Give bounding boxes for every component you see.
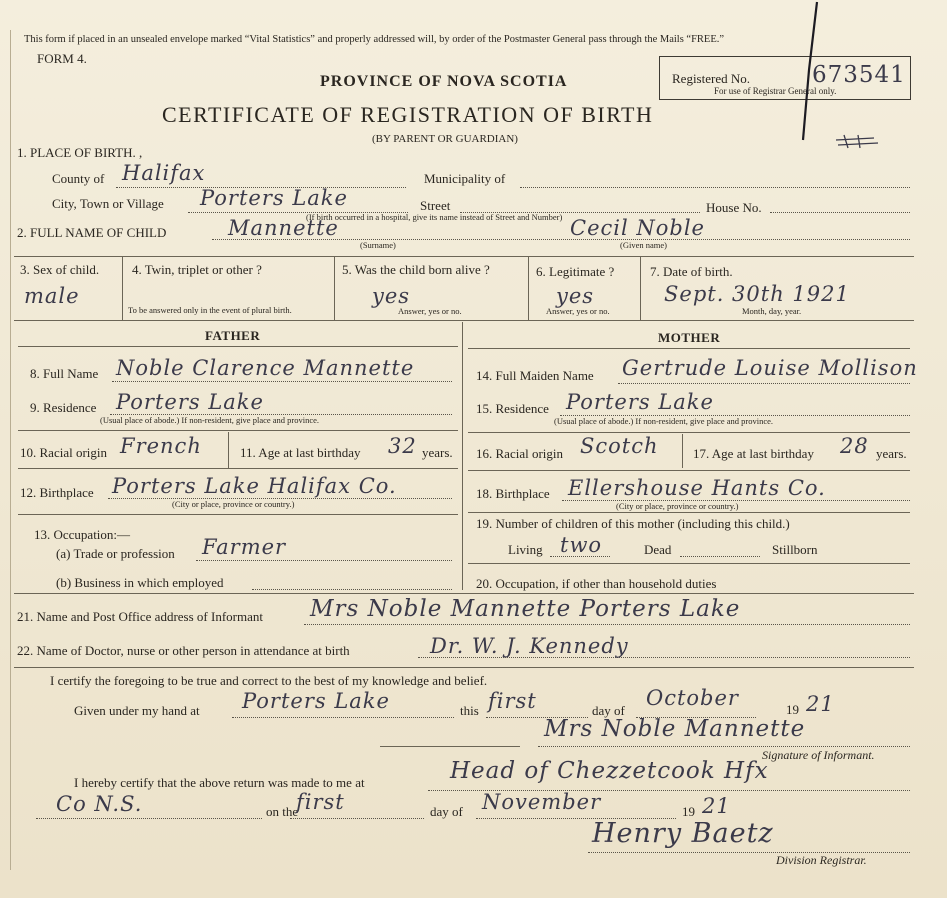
registrar-day-of-label: day of xyxy=(430,804,463,819)
divider-line xyxy=(468,470,910,471)
divider-line xyxy=(14,256,914,257)
province-title: PROVINCE OF NOVA SCOTIA xyxy=(320,73,568,90)
born-alive-label: 5. Was the child born alive ? xyxy=(342,262,490,277)
registrar-caption: Division Registrar. xyxy=(776,853,867,867)
column-divider xyxy=(640,256,641,320)
informant-line xyxy=(304,624,910,625)
given-day-value: first xyxy=(488,689,537,713)
divider-line xyxy=(468,512,910,513)
mailing-notice: This form if placed in an unsealed envelope marked “Vital Statistics” and properly addressed will, by order of the Postmaster General pass through the Mails “FREE.” xyxy=(24,34,725,45)
registrar-year-value: 21 xyxy=(702,794,731,818)
father-age-value: 32 xyxy=(388,434,417,458)
doctor-value: Dr. W. J. Kennedy xyxy=(430,634,629,658)
stamp-scribble-mark xyxy=(834,132,884,150)
father-racial-label: 10. Racial origin xyxy=(20,445,108,460)
column-divider xyxy=(228,432,229,468)
father-heading: FATHER xyxy=(205,328,261,343)
house-number-label: House No. xyxy=(706,200,762,215)
divider-line xyxy=(18,514,458,515)
divider-line xyxy=(14,320,914,321)
legitimate-note: Answer, yes or no. xyxy=(546,306,610,316)
mother-name-line xyxy=(618,383,910,384)
father-residence-note: (Usual place of abode.) If non-resident, give place and province. xyxy=(100,415,320,425)
father-age-unit: years. xyxy=(422,445,453,460)
city-label: City, Town or Village xyxy=(52,196,164,211)
on-the-label: on the xyxy=(266,804,299,819)
registrar-note: For use of Registrar General only. xyxy=(714,86,837,96)
pen-stroke-mark xyxy=(795,0,825,150)
place-of-birth-heading: 1. PLACE OF BIRTH. , xyxy=(17,145,143,160)
registered-number: 673541 xyxy=(812,62,906,88)
mother-heading: MOTHER xyxy=(658,330,721,345)
certificate-subtitle: (BY PARENT OR GUARDIAN) xyxy=(372,133,518,145)
form-number: FORM 4. xyxy=(37,51,87,66)
mother-name-value: Gertrude Louise Mollison xyxy=(622,356,918,380)
father-trade-value: Farmer xyxy=(202,535,287,559)
father-residence-value: Porters Lake xyxy=(116,390,264,414)
column-divider xyxy=(334,256,335,320)
father-occupation-label: 13. Occupation:— xyxy=(34,527,131,542)
this-label: this xyxy=(460,703,479,718)
surname-caption: (Surname) xyxy=(360,240,396,250)
father-residence-label: 9. Residence xyxy=(30,400,97,415)
father-age-label: 11. Age at last birthday xyxy=(240,445,361,460)
date-of-birth-value: Sept. 30th 1921 xyxy=(664,282,850,306)
father-name-value: Noble Clarence Mannette xyxy=(116,356,415,380)
father-birthplace-value: Porters Lake Halifax Co. xyxy=(112,474,397,498)
mother-age-unit: years. xyxy=(876,446,907,461)
dead-label: Dead xyxy=(644,542,672,557)
column-divider xyxy=(122,256,123,320)
divider-line xyxy=(18,346,458,347)
given-place-value: Porters Lake xyxy=(242,689,390,713)
dead-line xyxy=(680,556,760,557)
divider-line xyxy=(468,563,910,564)
divider-line xyxy=(468,432,910,433)
given-year-value: 21 xyxy=(806,692,835,716)
county-value: Halifax xyxy=(122,161,206,185)
sex-label: 3. Sex of child. xyxy=(20,262,100,277)
registrar-month-value: November xyxy=(482,790,602,814)
child-name-label: 2. FULL NAME OF CHILD xyxy=(17,225,167,240)
mother-age-label: 17. Age at last birthday xyxy=(693,446,814,461)
column-divider xyxy=(462,322,463,590)
born-alive-note: Answer, yes or no. xyxy=(398,306,462,316)
mother-children-label: 19. Number of children of this mother (including this child.) xyxy=(476,516,790,531)
registrar-day-line xyxy=(290,818,424,819)
mother-racial-value: Scotch xyxy=(580,434,659,458)
father-birthplace-label: 12. Birthplace xyxy=(20,485,94,500)
mother-age-value: 28 xyxy=(840,434,869,458)
municipality-label: Municipality of xyxy=(424,171,506,186)
registrar-signature: Henry Baetz xyxy=(592,818,774,849)
mother-birthplace-label: 18. Birthplace xyxy=(476,486,550,501)
doctor-label: 22. Name of Doctor, nurse or other person in attendance at birth xyxy=(17,643,350,658)
father-name-line xyxy=(112,381,452,382)
certify-statement: I certify the foregoing to be true and correct to the best of my knowledge and belief. xyxy=(50,673,488,688)
municipality-line xyxy=(520,187,910,188)
mother-name-label: 14. Full Maiden Name xyxy=(476,368,594,383)
divider-line xyxy=(18,468,458,469)
father-business-line xyxy=(252,589,452,590)
day-of-label: day of xyxy=(592,703,625,718)
mother-birthplace-note: (City or place, province or country.) xyxy=(616,501,739,511)
registrar-place2-line xyxy=(36,818,262,819)
father-business-label: (b) Business in which employed xyxy=(56,575,224,590)
margin-rule xyxy=(10,30,11,870)
city-value: Porters Lake xyxy=(200,186,348,210)
signature-rule xyxy=(380,746,520,747)
mother-occupation-label: 20. Occupation, if other than household duties xyxy=(476,576,717,591)
child-given-name-value: Cecil Noble xyxy=(570,216,705,240)
twin-label: 4. Twin, triplet or other ? xyxy=(132,262,262,277)
registrar-place-value: Head of Chezzetcook Hfx xyxy=(450,758,769,784)
living-label: Living xyxy=(508,542,543,557)
informant-signature: Mrs Noble Mannette xyxy=(544,716,806,742)
given-name-caption: (Given name) xyxy=(620,240,667,250)
mother-residence-label: 15. Residence xyxy=(476,401,549,416)
legitimate-label: 6. Legitimate ? xyxy=(536,264,615,279)
registrar-year-prefix: 19 xyxy=(682,804,695,819)
twin-note: To be answered only in the event of plural birth. xyxy=(128,305,292,315)
house-number-line xyxy=(770,212,910,213)
year-prefix-label: 19 xyxy=(786,702,799,717)
street-label: Street xyxy=(420,198,451,213)
divider-line xyxy=(14,593,914,594)
father-trade-label: (a) Trade or profession xyxy=(56,546,175,561)
signature-caption: Signature of Informant. xyxy=(762,748,875,762)
date-of-birth-label: 7. Date of birth. xyxy=(650,264,733,279)
informant-label: 21. Name and Post Office address of Informant xyxy=(17,609,263,624)
mother-birthplace-value: Ellershouse Hants Co. xyxy=(568,476,826,500)
registrar-day-value: first xyxy=(296,790,345,814)
mother-residence-note: (Usual place of abode.) If non-resident, give place and province. xyxy=(554,416,774,426)
informant-signature-line xyxy=(538,746,910,747)
father-birthplace-note: (City or place, province or country.) xyxy=(172,499,295,509)
divider-line xyxy=(14,667,914,668)
father-trade-line xyxy=(196,560,452,561)
father-racial-value: French xyxy=(120,434,202,458)
registered-label: Registered No. xyxy=(672,71,750,86)
divider-line xyxy=(468,348,910,349)
sex-value: male xyxy=(24,284,80,308)
hospital-note: (If birth occurred in a hospital, give its name instead of Street and Number) xyxy=(306,212,563,222)
mother-residence-value: Porters Lake xyxy=(566,390,714,414)
informant-value: Mrs Noble Mannette Porters Lake xyxy=(310,596,741,622)
column-divider xyxy=(528,256,529,320)
column-divider xyxy=(682,434,683,468)
living-value: two xyxy=(560,533,603,557)
mother-racial-label: 16. Racial origin xyxy=(476,446,564,461)
date-of-birth-note: Month, day, year. xyxy=(742,306,802,316)
legitimate-value: yes xyxy=(556,284,595,308)
born-alive-value: yes xyxy=(372,284,411,308)
registrar-statement: I hereby certify that the above return was made to me at xyxy=(74,775,365,790)
certificate-title: CERTIFICATE OF REGISTRATION OF BIRTH xyxy=(162,102,654,127)
stillborn-label: Stillborn xyxy=(772,542,818,557)
divider-line xyxy=(18,430,458,431)
given-under-label: Given under my hand at xyxy=(74,703,200,718)
child-surname-value: Mannette xyxy=(228,216,339,240)
living-line xyxy=(550,556,610,557)
father-name-label: 8. Full Name xyxy=(30,366,99,381)
county-label: County of xyxy=(52,171,105,186)
given-place-line xyxy=(232,717,454,718)
given-month-value: October xyxy=(646,686,739,710)
registrar-place-continued: Co N.S. xyxy=(56,792,143,816)
